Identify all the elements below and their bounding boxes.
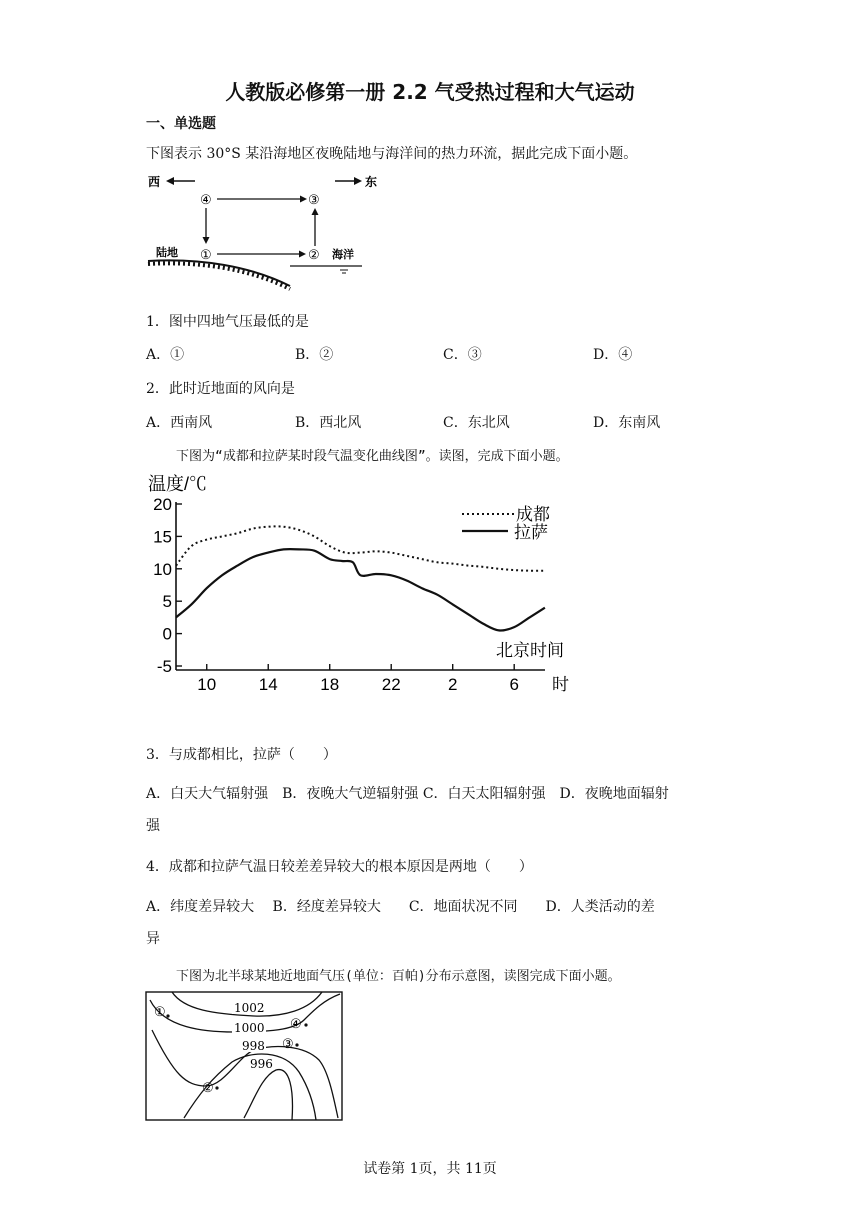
y-tick-label: 15	[153, 527, 172, 547]
x-tick-label: 6	[509, 675, 519, 694]
map-point-4: ④	[290, 1017, 302, 1032]
isobar-label-998: 998	[242, 1039, 265, 1053]
page-title: 人教版必修第一册 2.2 气受热过程和大气运动	[225, 80, 635, 104]
series-chengdu-line	[176, 526, 545, 570]
q1-option-c[interactable]: C．③	[443, 347, 482, 363]
y-tick-label: 0	[162, 624, 172, 644]
question-3-stem: 3．与成都相比，拉萨（ ）	[146, 747, 337, 763]
question-4-stem: 4．成都和拉萨气温日较差差异较大的根本原因是两地（ ）	[146, 859, 533, 875]
isobar-label-996: 996	[250, 1057, 273, 1071]
legend-chengdu-label: 成都	[516, 505, 550, 524]
isobar-map	[144, 990, 344, 1122]
q2-option-a[interactable]: A．西南风	[146, 415, 213, 431]
q3-options[interactable]: A．白天大气辐射强 B．夜晚大气逆辐射强 C．白天太阳辐射强 D．夜晚地面辐射	[146, 786, 669, 802]
land-label: 陆地	[156, 246, 178, 259]
x-tick-label: 22	[381, 675, 401, 694]
y-tick-label: 20	[153, 495, 172, 514]
isobar-label-1000: 1000	[234, 1021, 265, 1035]
x-tick-label: 10	[197, 675, 217, 694]
y-tick-label: -5	[156, 657, 172, 676]
q4-options-wrap: 异	[146, 931, 160, 947]
isobar-label-1002: 1002	[234, 1001, 265, 1015]
q3-options-wrap: 强	[146, 818, 160, 834]
intro-text-1: 下图表示 30°S 某沿海地区夜晚陆地与海洋间的热力环流，据此完成下面小题。	[146, 146, 638, 162]
page-footer: 试卷第 1页，共 11页	[363, 1161, 497, 1177]
x-tick-label: 14	[258, 675, 278, 694]
temperature-chart	[140, 466, 590, 696]
question-1-stem: 1．图中四地气压最低的是	[146, 314, 309, 330]
point-2-label: ②	[308, 248, 320, 263]
point-1-label: ①	[200, 248, 212, 263]
q2-option-c[interactable]: C．东北风	[443, 415, 510, 431]
point-4-label: ④	[200, 193, 212, 208]
thermal-circulation-diagram	[140, 168, 378, 292]
question-2-stem: 2．此时近地面的风向是	[146, 381, 295, 397]
map-point-3: ③	[282, 1037, 294, 1052]
q1-option-d[interactable]: D．④	[593, 347, 633, 363]
x-axis-label: 北京时间	[496, 641, 564, 660]
x-tick-label: 2	[447, 675, 458, 694]
west-label: 西	[148, 175, 161, 189]
section-heading: 一、单选题	[146, 116, 216, 132]
map-point-1: ①	[154, 1005, 166, 1020]
y-tick-label: 5	[162, 592, 172, 612]
x-axis-unit: 时	[552, 675, 569, 694]
legend-lasa-label: 拉萨	[514, 523, 548, 542]
q2-option-b[interactable]: B．西北风	[295, 415, 362, 431]
y-axis-label: 温度/℃	[148, 474, 208, 494]
q1-option-b[interactable]: B．②	[295, 347, 334, 363]
q4-options[interactable]: A．纬度差异较大 B．经度差异较大 C．地面状况不同 D．人类活动的差	[146, 899, 655, 915]
series-lasa-line	[176, 549, 545, 630]
intro-text-3: 下图为北半球某地近地面气压(单位：百帕)分布示意图，读图完成下面小题。	[176, 969, 621, 984]
intro-text-2: 下图为“成都和拉萨某时段气温变化曲线图”。读图，完成下面小题。	[176, 449, 569, 464]
y-tick-label: 10	[153, 559, 172, 579]
map-point-2: ②	[202, 1081, 214, 1096]
sea-label: 海洋	[332, 248, 354, 261]
point-3-label: ③	[308, 193, 320, 208]
east-label: 东	[365, 175, 378, 189]
x-tick-label: 18	[320, 675, 340, 694]
q2-option-d[interactable]: D．东南风	[593, 415, 661, 431]
q1-option-a[interactable]: A．①	[146, 347, 185, 363]
